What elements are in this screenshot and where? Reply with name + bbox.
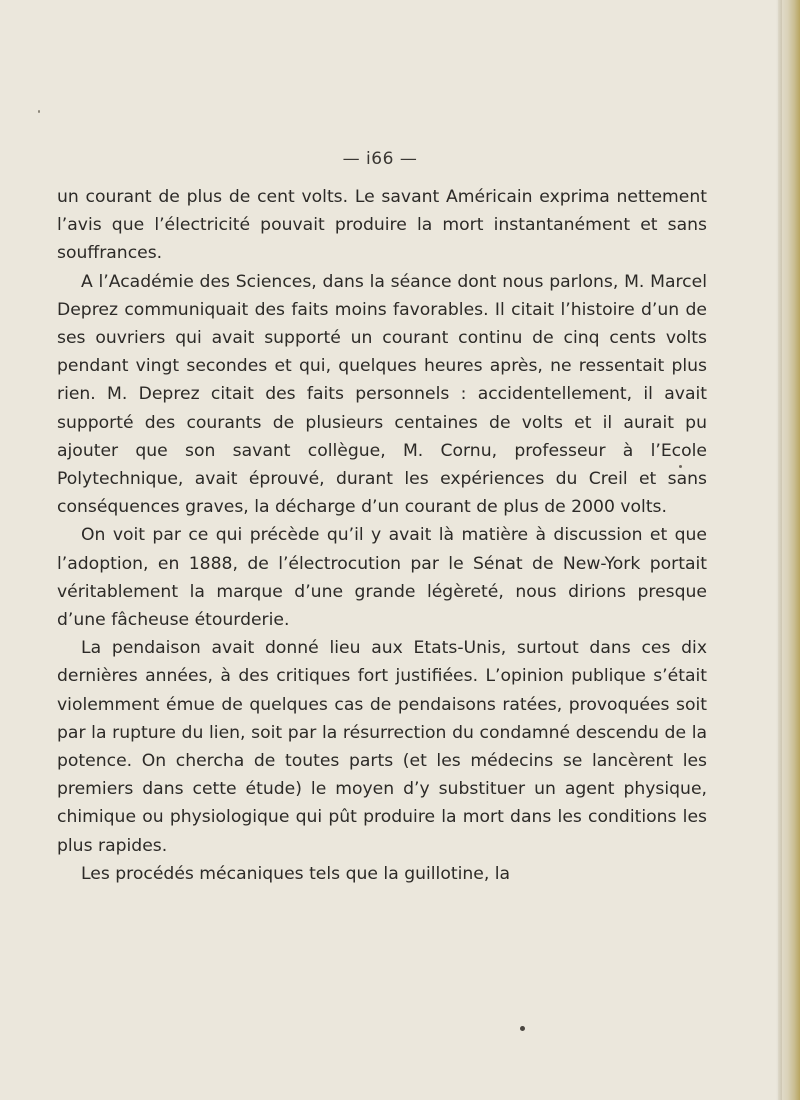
paragraph-3: On voit par ce qui précède qu’il y avait là matière à discussion et que l’adoption, en 1888, de l’électrocution par le Sénat de New-York portait véritablement la marque d’une grande légèreté, nous dirions presque d’une fâcheuse étourderie. — [57, 525, 707, 631]
paragraph-2: A l’Académie des Sciences, dans la séance dont nous parlons, M. Marcel Deprez communiquait des faits moins favorables. Il citait l’histoire d’un de ses ouvriers qui avait supporté un courant continu de cinq cents volts pendant vingt secondes et qui, quelques heures après, ne ressentait plus rien. M. Deprez citait des faits personnels : accidentellement, il avait supporté des courants de plusieurs centaines de volts et il aurait pu ajouter que son savant collègue, M. Cornu, professeur à l’Ecole Polytechnique, avait éprouvé, durant les expériences du Creil et sans conséquences graves, la décharge d’un courant de plus de 2000 volts. — [57, 271, 707, 518]
ink-speck — [520, 1026, 525, 1031]
page-edge-shadow — [776, 0, 782, 1100]
paragraph-5: Les procédés mécaniques tels que la guillotine, la — [81, 863, 511, 884]
paragraph-4: La pendaison avait donné lieu aux Etats-Unis, surtout dans ces dix dernières années, à des critiques fort justifiées. L’opinion publique s’était violemment émue de quelques cas de pendaisons ratées, provoquées soit par la rupture du lien, soit par la résurrection du condamné descendu de la potence. On chercha de toutes parts (et les médecins se lancèrent les premiers dans cette étude) le moyen d’y substituer un agent physique, chimique ou physiologique qui pût produire la mort dans les conditions les plus rapides. — [57, 638, 707, 856]
body-text — [57, 183, 707, 888]
paragraph-1: un courant de plus de cent volts. Le savant Américain exprima nettement l’avis que l’électricité pouvait produire la mort instantanément et sans souffrances. — [57, 187, 707, 264]
ink-speck — [38, 110, 40, 113]
page-number: — i66 — — [342, 149, 418, 169]
ink-speck — [679, 465, 682, 468]
